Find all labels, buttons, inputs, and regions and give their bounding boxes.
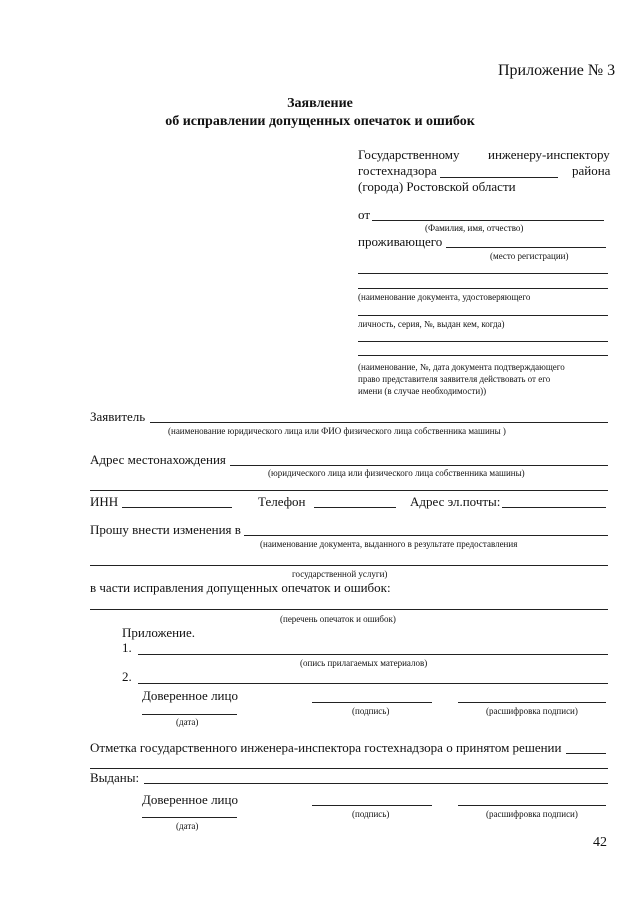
- signature-decode-field-2[interactable]: [458, 805, 606, 806]
- inn-label: ИНН: [90, 494, 119, 509]
- materials-hint: (опись прилагаемых материалов): [300, 658, 428, 668]
- issued-field[interactable]: [144, 783, 608, 784]
- fio-field[interactable]: [372, 220, 604, 221]
- decision-field[interactable]: [566, 753, 606, 754]
- address-field-2[interactable]: [90, 490, 608, 491]
- applicant-label: Заявитель: [90, 409, 146, 424]
- phone-label: Телефон: [258, 494, 306, 509]
- date-field-2[interactable]: [142, 817, 237, 818]
- signature-decode-hint-2: (расшифровка подписи): [486, 809, 578, 819]
- email-label: Адрес эл.почты:: [410, 494, 501, 509]
- addressee-line3: (города) Ростовской области: [358, 179, 516, 194]
- typos-field[interactable]: [90, 609, 608, 610]
- date-field[interactable]: [142, 714, 237, 715]
- signature-decode-hint: (расшифровка подписи): [486, 706, 578, 716]
- registration-hint: (место регистрации): [490, 251, 569, 261]
- representative-hint-2: право представителя заявителя действовать от его: [358, 374, 551, 384]
- typos-label: в части исправления допущенных опечаток и ошибок:: [90, 580, 391, 595]
- inspector-mark-label: Отметка государственного инженера-инспектора гостехнадзора о принятом решении: [90, 740, 562, 755]
- inn-field[interactable]: [122, 507, 232, 508]
- request-field-2[interactable]: [90, 565, 608, 566]
- addressee-line1-a: Государственному: [358, 147, 460, 162]
- appendix-label: Приложение № 3: [498, 62, 616, 79]
- document-subtitle: об исправлении допущенных опечаток и ошибок: [165, 114, 475, 129]
- trusted-person-label-2: Доверенное лицо: [142, 792, 238, 807]
- decision-field-2[interactable]: [90, 768, 608, 769]
- document-hint: (наименование документа, удостоверяющего: [358, 292, 531, 302]
- address-label: Адрес местонахождения: [90, 452, 226, 467]
- addressee-line2-a: гостехнадзора: [358, 163, 437, 178]
- representative-hint-1: (наименование, №, дата документа подтверждающего: [358, 362, 565, 372]
- registration-field-2[interactable]: [358, 273, 608, 274]
- representative-field-2[interactable]: [358, 355, 608, 356]
- representative-field[interactable]: [358, 341, 608, 342]
- attachment-item-1-field[interactable]: [138, 654, 608, 655]
- signature-field[interactable]: [312, 702, 432, 703]
- page-number: 42: [593, 835, 607, 850]
- signature-decode-field[interactable]: [458, 702, 606, 703]
- service-hint: государственной услуги): [292, 569, 388, 579]
- applicant-hint: (наименование юридического лица или ФИО физического лица собственника машины ): [168, 426, 506, 436]
- identity-field[interactable]: [358, 315, 608, 316]
- attachment-label: Приложение.: [122, 625, 196, 640]
- signature-hint: (подпись): [352, 706, 390, 716]
- from-label: от: [358, 207, 371, 222]
- email-field[interactable]: [502, 507, 606, 508]
- trusted-person-label: Доверенное лицо: [142, 688, 238, 703]
- applicant-field[interactable]: [150, 422, 608, 423]
- identity-hint: личность, серия, №, выдан кем, когда): [358, 319, 505, 329]
- address-hint: (юридического лица или физического лица собственника машины): [268, 468, 525, 478]
- phone-field[interactable]: [314, 507, 396, 508]
- registration-field[interactable]: [446, 247, 606, 248]
- document-title: Заявление: [287, 96, 353, 111]
- address-field[interactable]: [230, 465, 608, 466]
- signature-field-2[interactable]: [312, 805, 432, 806]
- document-field[interactable]: [358, 288, 608, 289]
- request-hint: (наименование документа, выданного в результате предоставления: [260, 539, 518, 549]
- living-label: проживающего: [358, 234, 443, 249]
- date-hint-2: (дата): [176, 821, 199, 831]
- district-field[interactable]: [440, 177, 558, 178]
- request-label: Прошу внести изменения в: [90, 522, 241, 537]
- addressee-line2-b: района: [572, 163, 611, 178]
- fio-hint: (Фамилия, имя, отчество): [425, 223, 524, 233]
- signature-hint-2: (подпись): [352, 809, 390, 819]
- date-hint: (дата): [176, 717, 199, 727]
- request-field[interactable]: [244, 535, 608, 536]
- attachment-item-2-number: 2.: [122, 669, 132, 684]
- representative-hint-3: имени (в случае необходимости)): [358, 386, 487, 396]
- issued-label: Выданы:: [90, 770, 140, 785]
- attachment-item-2-field[interactable]: [138, 683, 608, 684]
- typos-hint: (перечень опечаток и ошибок): [280, 614, 396, 624]
- addressee-line1-b: инженеру-инспектору: [488, 147, 610, 162]
- attachment-item-1-number: 1.: [122, 640, 132, 655]
